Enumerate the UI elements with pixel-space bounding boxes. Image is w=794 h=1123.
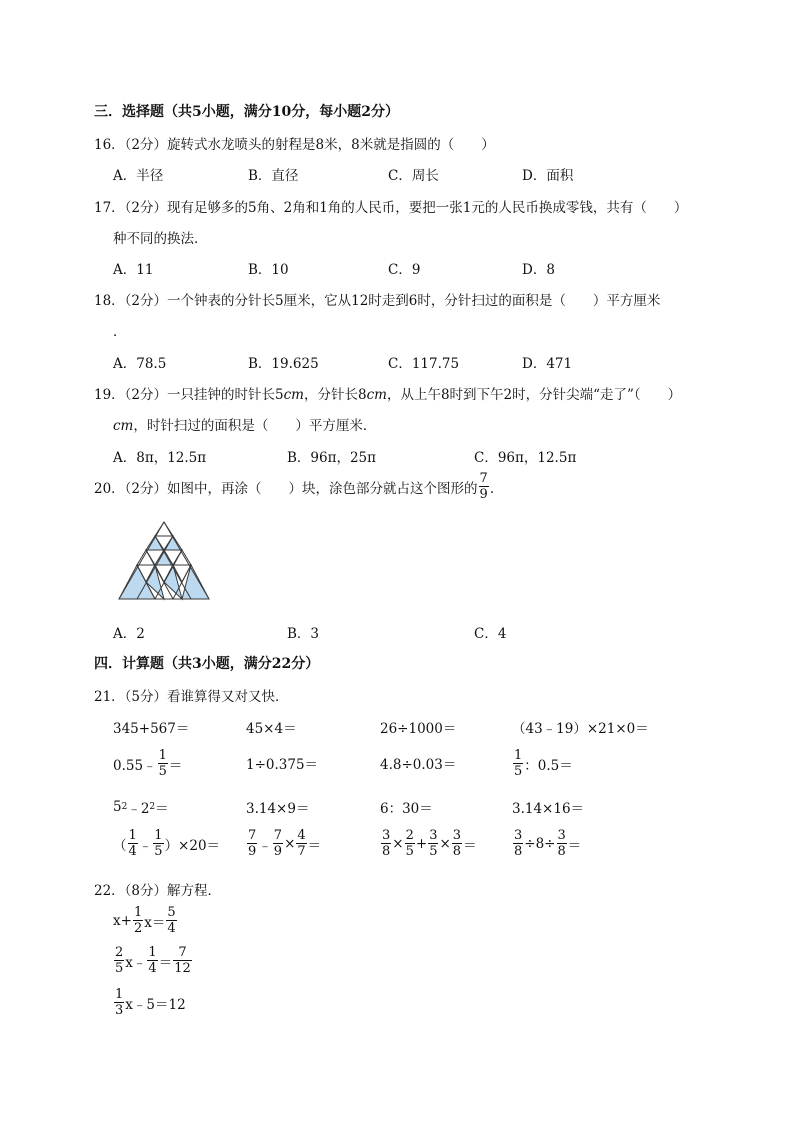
- calc-r4-4: $\frac{3}{8}$ ÷8÷ $\frac{3}{8}$ ＝: [514, 828, 582, 859]
- calc-r4-2: $\frac{7}{9}$ ﹣ $\frac{7}{9}$ × $\frac{4}{7}$ ＝: [248, 828, 322, 859]
- calc-r2-3: 4.8÷0.03＝: [380, 757, 457, 773]
- question-18: 18．（2分）一个钟表的分针长5厘米，它从12时走到6时，分针扫过的面积是（ ）平方厘米: [94, 293, 661, 309]
- calc-r4-3: $\frac{3}{8}$ × $\frac{2}{5}$ + $\frac{3}{5}$ × $\frac{3}{8}$ ＝: [382, 828, 477, 859]
- q17-option-b: B．10: [248, 262, 289, 278]
- calc-r1-3: 26÷1000＝: [380, 721, 457, 737]
- calc-r2-2: 1÷0.375＝: [246, 757, 319, 773]
- calc-r1-4: （43﹣19）×21×0＝: [512, 721, 649, 737]
- q20-option-b: B．3: [287, 626, 320, 642]
- q16-option-c: C．周长: [388, 168, 439, 184]
- question-21: 21．（5分）看谁算得又对又快．: [94, 689, 289, 705]
- q19-option-b: B．96π，25π: [287, 450, 377, 466]
- q20-option-a: A．2: [113, 626, 145, 642]
- equation-3: $\frac{1}{3}$ x﹣5＝12: [115, 987, 186, 1018]
- question-20: 20．（2分）如图中，再涂（ ）块，涂色部分就占这个图形的 $\frac{7}{9}$ ．: [94, 471, 504, 502]
- question-16: 16．（2分）旋转式水龙喷头的射程是8米，8米就是指圆的（ ）: [94, 137, 495, 153]
- triangle-figure: [118, 521, 210, 601]
- q17-option-d: D．8: [522, 262, 555, 278]
- question-17: 17．（2分）现有足够多的5角、2角和1角的人民币，要把一张1元的人民币换成零钱，共有（ ）: [94, 200, 688, 216]
- calc-r4-1: （ $\frac{1}{4}$ ﹣ $\frac{1}{5}$ ）×20＝: [113, 828, 221, 859]
- calc-r1-1: 345+567＝: [113, 721, 190, 737]
- tri-r1: [155, 522, 173, 536]
- q20-option-c: C．4: [474, 626, 507, 642]
- q16-option-a: A．半径: [113, 168, 164, 184]
- q16-option-b: B．直径: [248, 168, 299, 184]
- q17-option-a: A．11: [113, 262, 154, 278]
- section-4-title: 四．计算题（共3小题，满分22分）: [94, 656, 320, 672]
- calc-r2-1: 0.55﹣ $\frac{1}{5}$ ＝: [113, 748, 183, 779]
- question-18-cont: ．: [113, 324, 127, 340]
- question-19: 19．（2分）一只挂钟的时针长5cm，分针长8cm，从上午8时到下午2时，分针尖端“走了”（ ）: [94, 387, 682, 403]
- question-19-cont: cm，时针扫过的面积是（ ）平方厘米．: [113, 418, 377, 434]
- calc-r2-4: $\frac{1}{5}$ ：0.5＝: [514, 748, 573, 779]
- question-22: 22．（8分）解方程．: [94, 883, 222, 899]
- calc-r3-3: 6：30＝: [380, 801, 433, 817]
- q18-option-a: A．78.5: [113, 356, 167, 372]
- calc-r3-4: 3.14×16＝: [512, 801, 585, 817]
- calc-r3-2: 3.14×9＝: [246, 801, 310, 817]
- q18-option-b: B．19.625: [248, 356, 319, 372]
- q16-option-d: D．面积: [522, 168, 574, 184]
- calc-r3-1: 5 2 ﹣2 2 ＝: [113, 799, 169, 817]
- q19-option-c: C．96π，12.5π: [474, 450, 577, 466]
- section-3-title: 三．选择题（共5小题，满分10分，每小题2分）: [94, 104, 399, 120]
- q19-option-a: A．8π，12.5π: [113, 450, 207, 466]
- q18-option-d: D．471: [522, 356, 573, 372]
- calc-r1-2: 45×4＝: [246, 721, 297, 737]
- equation-2: $\frac{2}{5}$ x﹣ $\frac{1}{4}$ ＝ $\frac{7}{12}$: [115, 945, 191, 976]
- equation-1: x+ $\frac{1}{2}$ x＝ $\frac{5}{4}$: [113, 905, 176, 936]
- question-17-cont: 种不同的换法．: [113, 231, 208, 247]
- q18-option-c: C．117.75: [388, 356, 460, 372]
- q17-option-c: C．9: [388, 262, 421, 278]
